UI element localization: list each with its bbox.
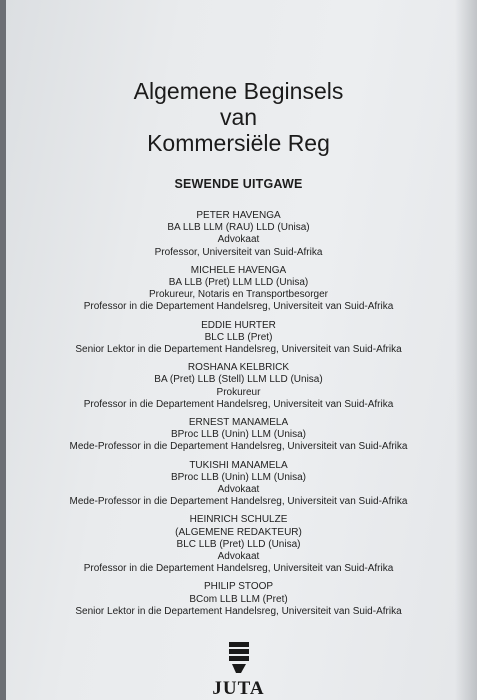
author-detail: Advokaat bbox=[217, 484, 260, 496]
author-detail: Prokureur bbox=[216, 386, 261, 398]
author-entry bbox=[0, 460, 477, 509]
author-detail: Professor in die Departement Handelsreg, Universiteit van Suid-Afrika bbox=[83, 398, 394, 410]
publisher-name: JUTA bbox=[212, 678, 265, 699]
author-detail: Advokaat bbox=[217, 551, 260, 563]
author-detail: Mede-Professor in die Departement Handelsreg, Universiteit van Suid-Afrika bbox=[69, 496, 408, 508]
author-entry bbox=[0, 581, 477, 618]
book-title-line-3: Kommersiële Reg bbox=[147, 130, 330, 156]
author-detail: Senior Lektor in die Departement Handelsreg, Universiteit van Suid-Afrika bbox=[75, 344, 402, 356]
author-detail: Mede-Professor in die Departement Handelsreg, Universiteit van Suid-Afrika bbox=[69, 441, 408, 453]
book-title-line-1: Algemene Beginsels bbox=[133, 78, 344, 104]
edition-label: SEWENDE UITGAWE bbox=[174, 177, 303, 191]
author-entry bbox=[0, 265, 477, 314]
author-detail: BA LLB LLM (RAU) LLD (Unisa) bbox=[167, 222, 310, 234]
author-name: MICHELE HAVENGA bbox=[190, 264, 287, 276]
author-detail: Senior Lektor in die Departement Handelsreg, Universiteit van Suid-Afrika bbox=[75, 605, 402, 617]
author-entry bbox=[0, 210, 477, 259]
author-detail: Professor in die Departement Handelsreg, Universiteit van Suid-Afrika bbox=[83, 563, 394, 575]
author-name: ERNEST MANAMELA bbox=[188, 417, 289, 429]
author-detail: BLC LLB (Pret) bbox=[204, 331, 273, 343]
author-detail: Prokureur, Notaris en Transportbesorger bbox=[149, 289, 328, 301]
author-detail: BLC LLB (Pret) LLD (Unisa) bbox=[176, 538, 301, 550]
author-entry bbox=[0, 514, 477, 575]
author-name: PETER HAVENGA bbox=[196, 210, 281, 221]
juta-logo-icon bbox=[0, 640, 477, 679]
author-entry bbox=[0, 417, 477, 454]
author-name: EDDIE HURTER bbox=[201, 319, 276, 331]
author-detail: BA LLB (Pret) LLM LLD (Unisa) bbox=[168, 277, 309, 289]
author-name: ROSHANA KELBRICK bbox=[187, 362, 290, 374]
author-detail: Professor in die Departement Handelsreg, Universiteit van Suid-Afrika bbox=[83, 301, 394, 313]
author-name: PHILIP STOOP bbox=[203, 581, 274, 593]
author-detail: BProc LLB (Unin) LLM (Unisa) bbox=[170, 471, 307, 483]
author-name: TUKISHI MANAMELA bbox=[189, 459, 288, 471]
author-name: HEINRICH SCHULZE bbox=[189, 514, 288, 526]
author-detail: BA (Pret) LLB (Stell) LLM LLD (Unisa) bbox=[154, 374, 323, 386]
author-detail: Advokaat bbox=[217, 234, 260, 246]
book-title-line-2: van bbox=[219, 104, 258, 130]
author-detail: BCom LLB LLM (Pret) bbox=[189, 593, 288, 605]
author-entry bbox=[0, 362, 477, 411]
author-detail: BProc LLB (Unin) LLM (Unisa) bbox=[170, 429, 307, 441]
author-entry bbox=[0, 320, 477, 357]
author-detail: (ALGEMENE REDAKTEUR) bbox=[175, 526, 302, 538]
author-detail: Professor, Universiteit van Suid-Afrika bbox=[154, 246, 323, 258]
author-list bbox=[0, 210, 477, 624]
